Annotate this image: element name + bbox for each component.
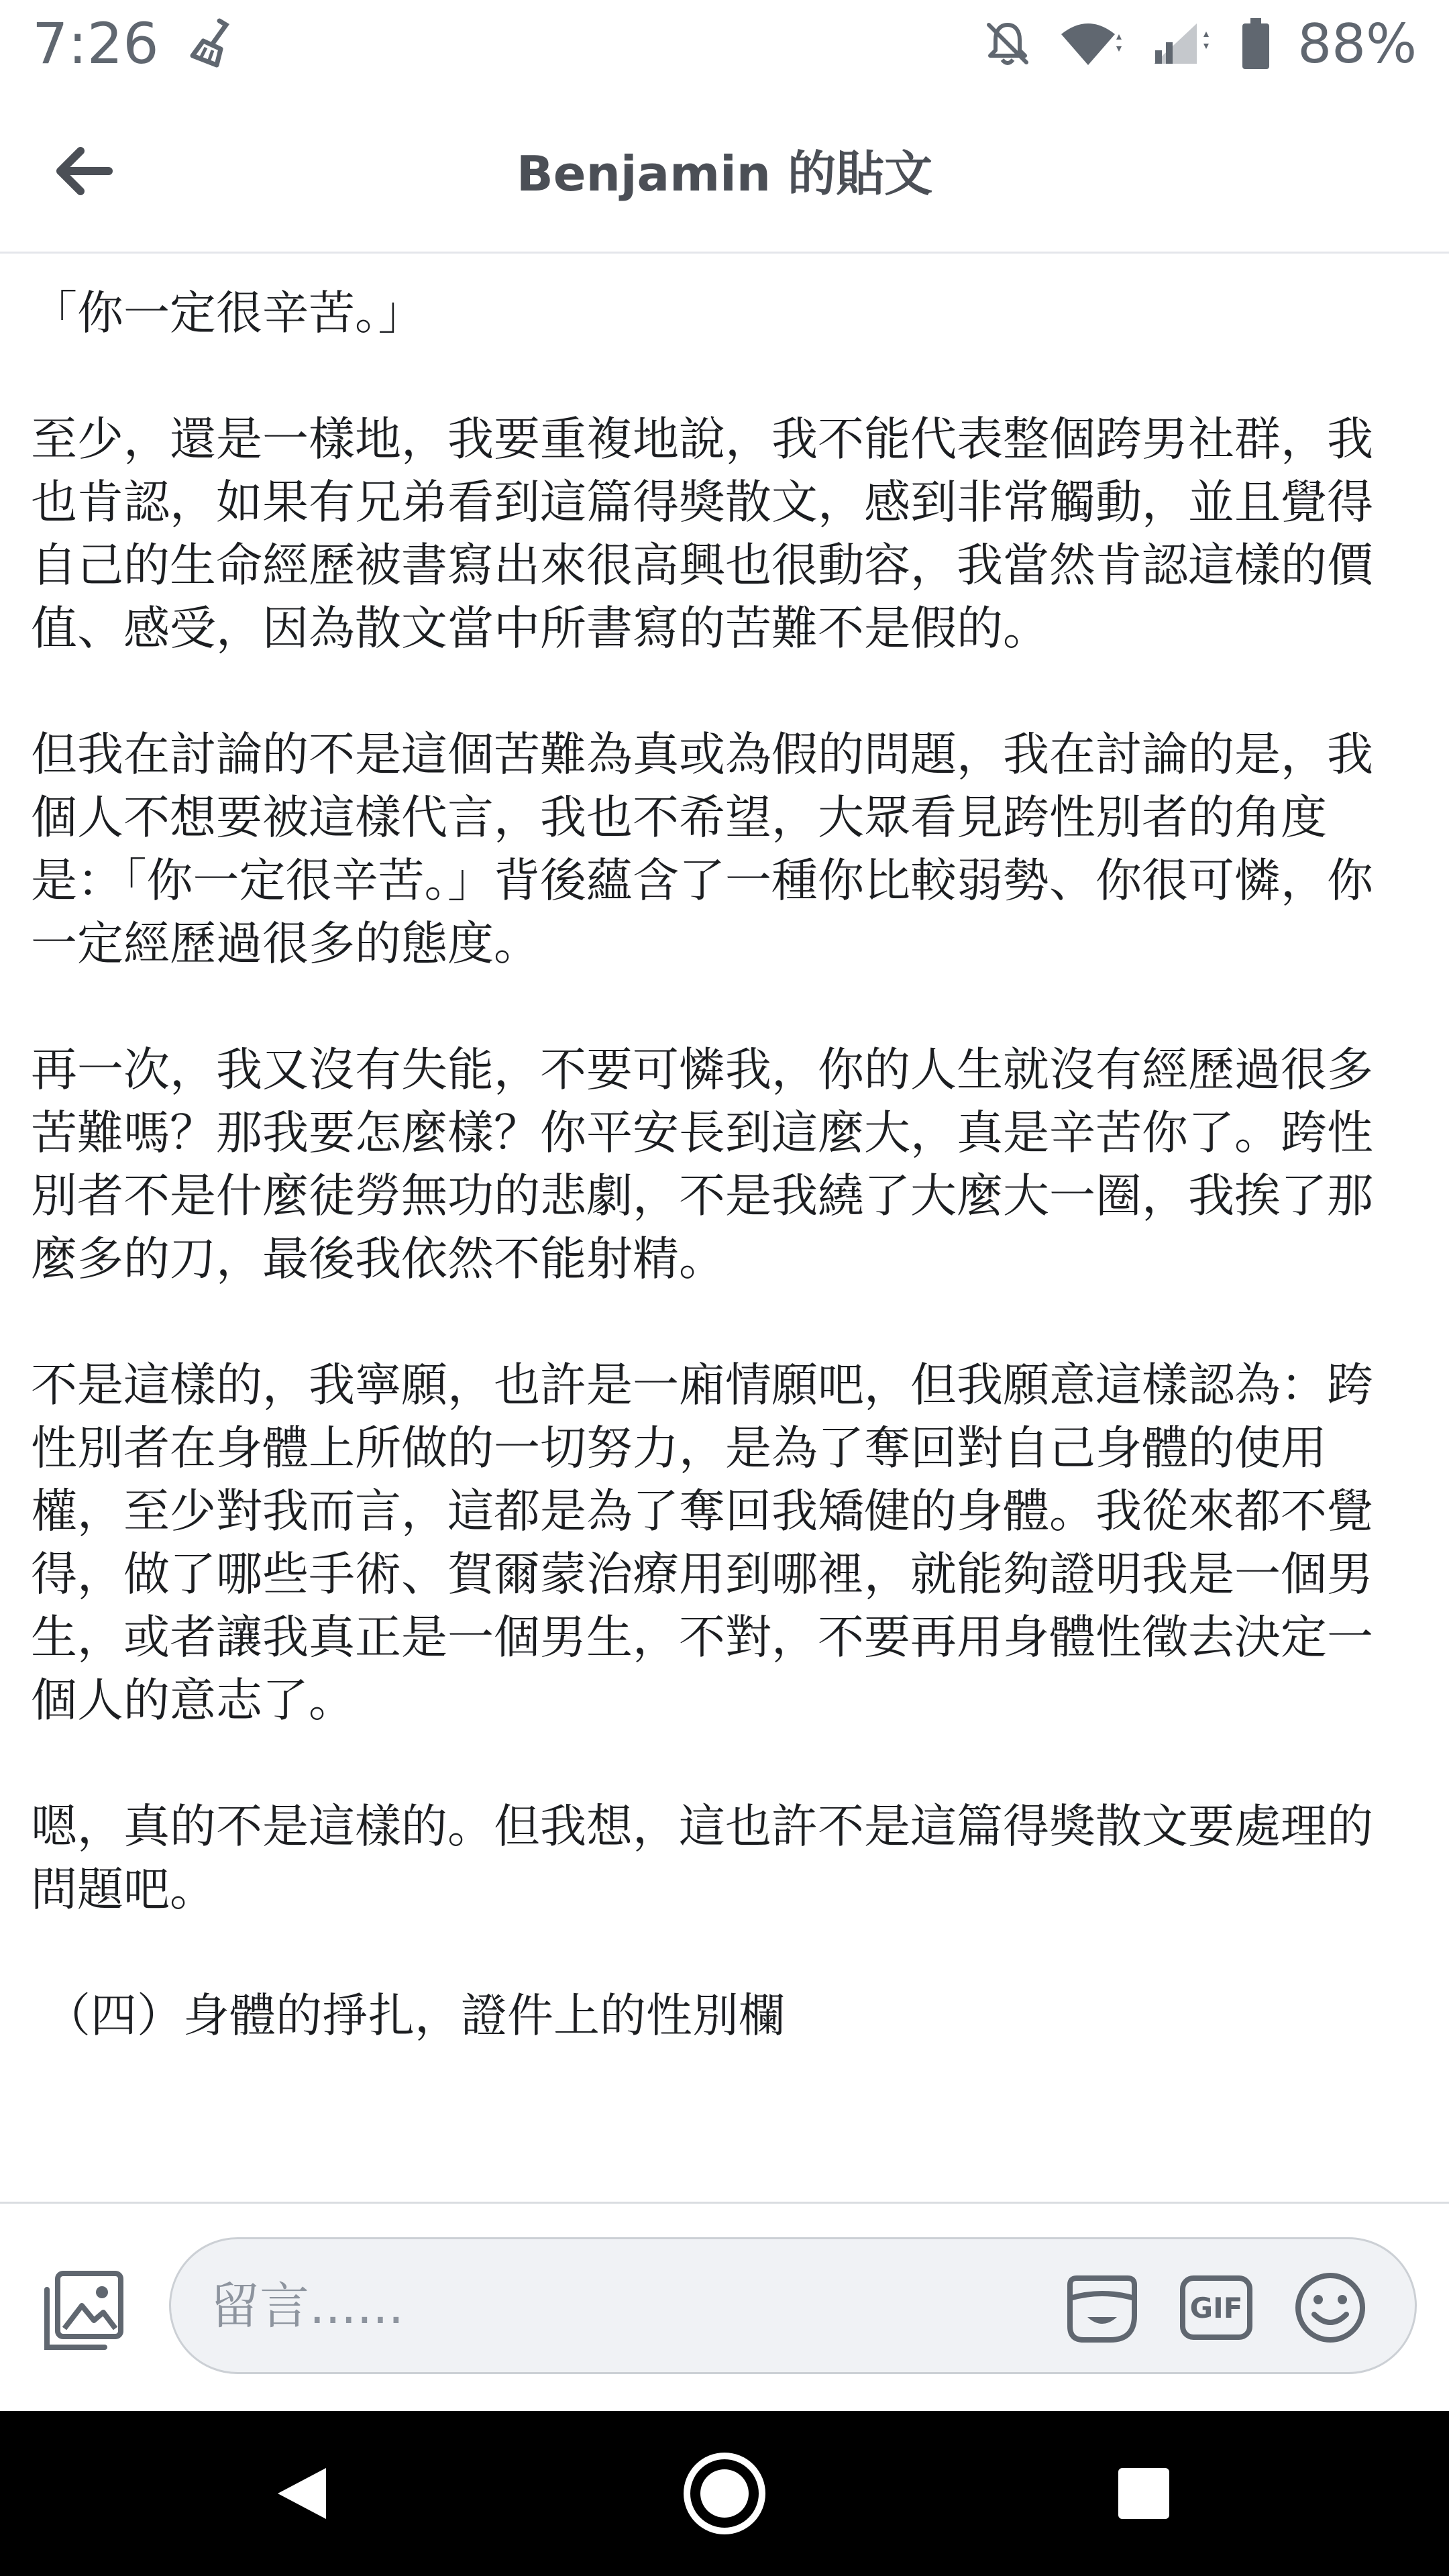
section-heading: （四）身體的掙扎，證件上的性別欄 xyxy=(44,1989,785,2043)
comment-bar xyxy=(0,2202,1449,2411)
nav-recent-icon xyxy=(1110,2460,1177,2527)
battery-icon xyxy=(1241,17,1271,70)
status-right xyxy=(983,13,1417,75)
status-left xyxy=(32,11,239,76)
status-time: 7:26 xyxy=(32,11,159,76)
photo-icon xyxy=(42,2269,125,2353)
battery-percent: 88% xyxy=(1297,12,1417,75)
nav-home-icon xyxy=(681,2450,768,2537)
nav-back-button[interactable] xyxy=(258,2450,345,2537)
page-title: Benjamin 的貼文 xyxy=(516,145,933,202)
wifi-icon xyxy=(1059,19,1123,68)
smiley-icon xyxy=(1291,2269,1369,2347)
status-bar xyxy=(0,0,1449,87)
nav-recent-button[interactable] xyxy=(1100,2450,1187,2537)
post-paragraph: 「你一定很辛苦。」 xyxy=(31,286,425,340)
gif-button[interactable] xyxy=(1177,2269,1255,2347)
bell-off-icon xyxy=(983,19,1032,68)
emoji-button[interactable] xyxy=(1291,2269,1369,2347)
post-paragraph: 不是這樣的，我寧願，也許是一廂情願吧，但我願意這樣認為：跨性別者在身體上所做的一切努力，是為了奪回對自己身體的使用權，至少對我而言，這都是為了奪回我矯健的身體。我從來都不覺得，做了哪些手術、賀爾蒙治療用到哪裡，就能夠證明我是一個男生，或者讓我真正是一個男生，不對，不要再用身體性徵去決定一個人的意志了。 xyxy=(31,1358,1373,1727)
post-paragraph: 再一次，我又沒有失能，不要可憐我，你的人生就沒有經歷過很多苦難嗎？那我要怎麼樣？你平安長到這麼大，真是辛苦你了。跨性別者不是什麼徒勞無功的悲劇，不是我繞了大麼大一圈，我挨了那麼多的刀，最後我依然不能射精。 xyxy=(31,1043,1373,1286)
broom-notification-icon xyxy=(186,17,239,70)
post-paragraph: 嗯，真的不是這樣的。但我想，這也許不是這篇得獎散文要處理的問題吧。 xyxy=(31,1800,1373,1917)
nav-home-button[interactable] xyxy=(681,2450,768,2537)
cell-signal-icon xyxy=(1150,19,1214,68)
post-paragraph: 但我在討論的不是這個苦難為真或為假的問題，我在討論的是，我個人不想要被這樣代言，我也不希望，大眾看見跨性別者的角度是：「你一定很辛苦。」背後蘊含了一種你比較弱勢、你很可憐，你一定經歷過很多的態度。 xyxy=(31,728,1373,971)
photo-button[interactable] xyxy=(42,2269,125,2353)
comment-input[interactable] xyxy=(209,2239,949,2373)
system-nav-bar xyxy=(0,2411,1449,2576)
sticker-icon xyxy=(1063,2269,1141,2347)
comment-field xyxy=(169,2237,1417,2374)
post-body xyxy=(31,282,1413,2110)
gif-label: GIF xyxy=(1189,2291,1243,2324)
sticker-button[interactable] xyxy=(1063,2269,1141,2347)
post-header xyxy=(0,87,1449,254)
nav-back-icon xyxy=(268,2460,335,2527)
post-paragraph: 至少，還是一樣地，我要重複地說，我不能代表整個跨男社群，我也肯認，如果有兄弟看到這篇得獎散文，感到非常觸動，並且覺得自己的生命經歷被書寫出來很高興也很動容，我當然肯認這樣的價值、感受，因為散文當中所書寫的苦難不是假的。 xyxy=(31,413,1373,655)
